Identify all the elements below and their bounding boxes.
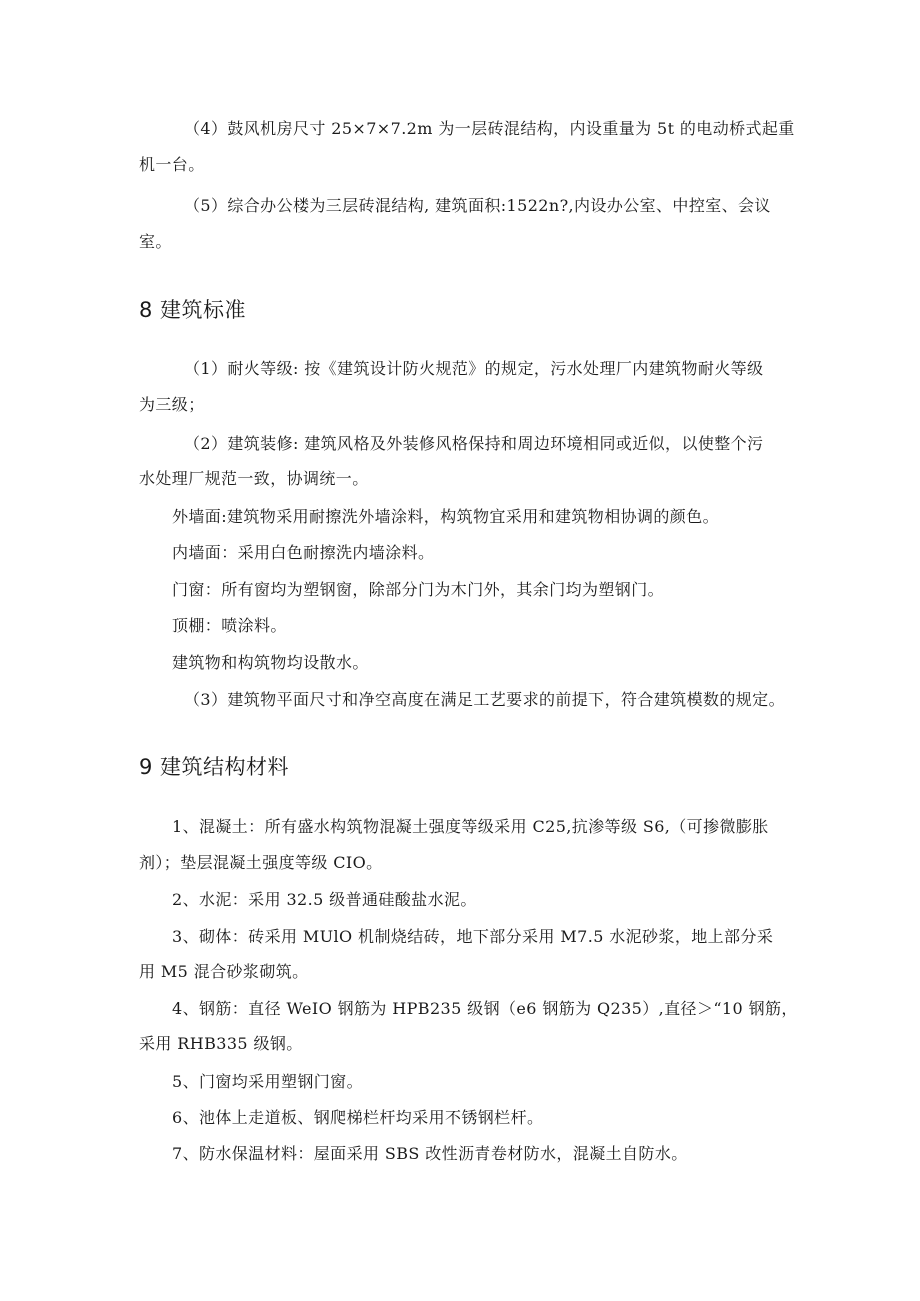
s9-item-6: 6、池体上走道板、钢爬梯栏杆均采用不锈钢栏杆。 bbox=[172, 1108, 544, 1127]
s9-item-7: 7、防水保温材料：屋面采用 SBS 改性沥青卷材防水，混凝土自防水。 bbox=[172, 1144, 688, 1163]
s9-item-5: 5、门窗均采用塑钢门窗。 bbox=[172, 1072, 363, 1091]
doors-windows-text: 门窗：所有窗均为塑钢窗，除部分门为木门外，其余门均为塑钢门。 bbox=[172, 580, 665, 599]
s9-item-3-line-1: 3、砌体：砖采用 MUlO 机制烧结砖，地下部分采用 M7.5 水泥砂浆，地上部分采 bbox=[172, 927, 774, 946]
s8-item-1-line-1: （1）耐火等级: 按《建筑设计防火规范》的规定，污水处理厂内建筑物耐火等级 bbox=[184, 359, 764, 378]
exterior-wall-text: 外墙面:建筑物采用耐擦洗外墙涂料，构筑物宜采用和建筑物相协调的颜色。 bbox=[172, 507, 719, 526]
s9-item-3-line-2: 用 M5 混合砂浆砌筑。 bbox=[139, 962, 309, 981]
s8-item-3: （3）建筑物平面尺寸和净空高度在满足工艺要求的前提下，符合建筑模数的规定。 bbox=[184, 690, 785, 709]
s8-item-1-line-2: 为三级； bbox=[139, 395, 205, 414]
s9-item-1-line-1: 1、混凝土：所有盛水构筑物混凝土强度等级采用 C25,抗渗等级 S6,（可掺微膨胀 bbox=[172, 817, 769, 836]
s8-item-2-line-2: 水处理厂规范一致，协调统一。 bbox=[139, 469, 369, 488]
item-4-line-2: 机一台。 bbox=[139, 155, 205, 174]
item-5-line-1: （5）综合办公楼为三层砖混结构, 建筑面积:1522n?,内设办公室、中控室、会议 bbox=[184, 196, 771, 215]
s8-item-2-line-1: （2）建筑装修: 建筑风格及外装修风格保持和周边环境相同或近似，以使整个污 bbox=[184, 434, 764, 453]
item-4-line-1: （4）鼓风机房尺寸 25×7×7.2m 为一层砖混结构，内设重量为 5t 的电动桥式起重 bbox=[184, 119, 795, 138]
s9-item-2: 2、水泥：采用 32.5 级普通硅酸盐水泥。 bbox=[172, 890, 477, 909]
s9-item-1-line-2: 剂）；垫层混凝土强度等级 CIO。 bbox=[139, 853, 383, 872]
section-8-heading: 8 建筑标准 bbox=[139, 298, 247, 322]
s9-item-4-line-2: 采用 RHB335 级钢。 bbox=[139, 1034, 303, 1053]
s9-item-4-line-1: 4、钢筋：直径 WeIO 钢筋为 HPB235 级钢（e6 钢筋为 Q235）,直径＞“10 钢筋， bbox=[172, 999, 798, 1018]
apron-text: 建筑物和构筑物均设散水。 bbox=[172, 653, 369, 672]
interior-wall-text: 内墙面：采用白色耐擦洗内墙涂料。 bbox=[172, 543, 435, 562]
section-9-heading: 9 建筑结构材料 bbox=[139, 755, 290, 779]
item-5-line-2: 室。 bbox=[139, 232, 172, 251]
ceiling-text: 顶棚：喷涂料。 bbox=[172, 616, 287, 635]
